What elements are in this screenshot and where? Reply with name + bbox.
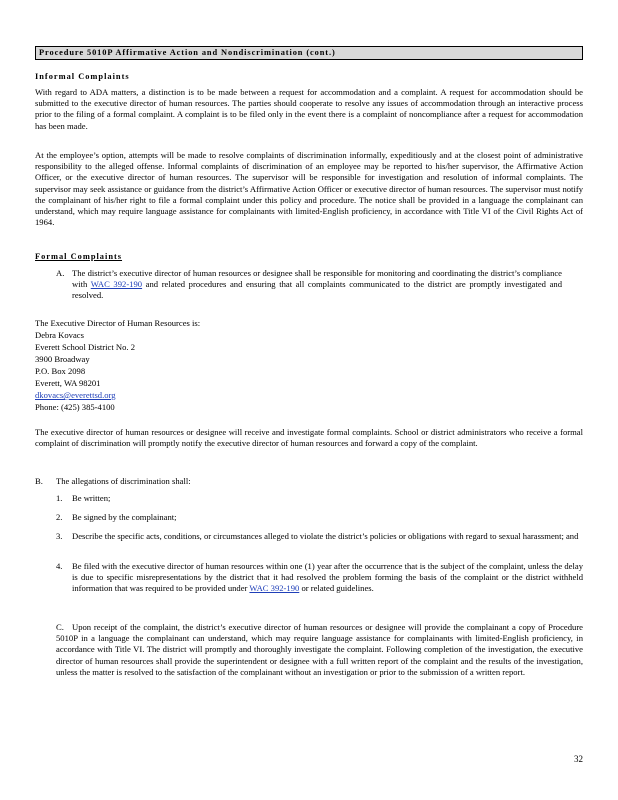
wac-link-2[interactable]: WAC 392-190 — [249, 583, 300, 594]
list-item-4-text-post: or related guidelines. — [299, 583, 374, 594]
item-c-text: Upon receipt of the complaint, the district’s executive director of human resources or designee will provide the complainant a copy of Procedure 5010P in a language the complainant can understand, which may require language assistance for complainants with limited-English proficiency, in accordance with Title VI. The district will promptly and thoroughly investigate the complaint. Following completion of the investigation, the executive director of human resources shall provide the superintendent or designee with a full written report of the complaint and the results of the investigation, unless the matter is resolved to the satisfaction of the complainant without an investigation or prior to the submission of a written report. — [56, 622, 583, 677]
director-city: Everett, WA 98201 — [35, 378, 101, 388]
item-a-text-pre: The district’s executive director of human resources or designee shall be responsible for monitoring and coordinating the district’s compliance with — [72, 268, 562, 290]
director-street: 3900 Broadway — [35, 354, 90, 364]
director-phone: Phone: (425) 385-4100 — [35, 402, 115, 412]
page-number: 32 — [574, 754, 583, 764]
director-name: Debra Kovacs — [35, 330, 84, 340]
list-item-4-text — [72, 561, 583, 595]
item-c-label: C. — [56, 622, 64, 632]
list-item-3-text: Describe the specific acts, conditions, or circumstances alleged to violate the district’s policies or obligations with regard to sexual harassment; and — [72, 531, 579, 541]
item-a-label: A. — [56, 268, 65, 278]
formal-complaints-heading: Formal Complaints — [35, 252, 123, 261]
list-item-1-text: Be written; — [72, 493, 111, 503]
list-item-2-text: Be signed by the complainant; — [72, 512, 177, 522]
director-intro: The Executive Director of Human Resources is: — [35, 318, 201, 328]
procedure-title: Procedure 5010P Affirmative Action and Nondiscrimination (cont.) — [39, 48, 336, 57]
informal-complaints-heading: Informal Complaints — [35, 72, 130, 81]
item-b-label: B. — [35, 476, 43, 486]
item-b-text: The allegations of discrimination shall: — [56, 476, 191, 486]
director-pobox: P.O. Box 2098 — [35, 366, 86, 376]
list-item-2-number: 2. — [56, 512, 63, 522]
list-item-4-number: 4. — [56, 561, 63, 571]
procedure-title-bar — [35, 46, 583, 60]
wac-link-1[interactable]: WAC 392-190 — [90, 279, 143, 290]
list-item-1-number: 1. — [56, 493, 63, 503]
director-org: Everett School District No. 2 — [35, 342, 136, 352]
list-item-3-number: 3. — [56, 531, 63, 541]
informal-paragraph-2: At the employee’s option, attempts will be made to resolve complaints of discrimination informally, expeditiously and at the closest point of administrative responsibility to the alleged offense. Informal complaints of discrimination of an employee may be reported to his/her supervisor, the Affirmative Action Officer, or the executive director of human resources. The supervisor will be responsible for investigation and resolution of informal complaints. The supervisor may seek assistance or guidance from the district’s Affirmative Action Officer or executive director of human resources. The supervisor must notify the complainant of his/her right to file a formal complaint under this policy and procedure. The notice shall be provided in a language the complainant can understand, which may require language assistance for complainants with limited-English proficiency, in accordance with Title VI of the Civil Rights Act of 1964. — [35, 150, 583, 228]
item-a-text-post: and related procedures and ensuring that all complaints communicated to the district are promptly investigated and resolved. — [72, 279, 562, 301]
list-item-4-text-pre: Be filed with the executive director of human resources within one (1) year after the occurrence that is the subject of the complaint, unless the delay is due to specific misrepresentations by the district that it had resolved the problem forming the basis of the complaint or the district withheld information that was required to be provided under — [72, 561, 583, 594]
director-email-line — [35, 390, 583, 401]
informal-paragraph-1: With regard to ADA matters, a distinction is to be made between a request for accommodation and a complaint. A request for accommodation should be submitted to the executive director of human resources. The parties should cooperate to resolve any issues of accommodation through an interactive process prior to the filing of a formal complaint. A complaint is to be filed only in the event there is a complaint of noncompliance after a request for accommodation has been made. — [35, 87, 583, 131]
director-email-link[interactable]: dkovacs@everettsd.org — [35, 390, 116, 400]
item-a-text — [72, 268, 562, 302]
formal-paragraph-3: The executive director of human resources or designee will receive and investigate formal complaints. School or district administrators who receive a formal complaint of discrimination will promptly notify the executive director of human resources and forward a copy of the complaint. — [35, 427, 583, 449]
